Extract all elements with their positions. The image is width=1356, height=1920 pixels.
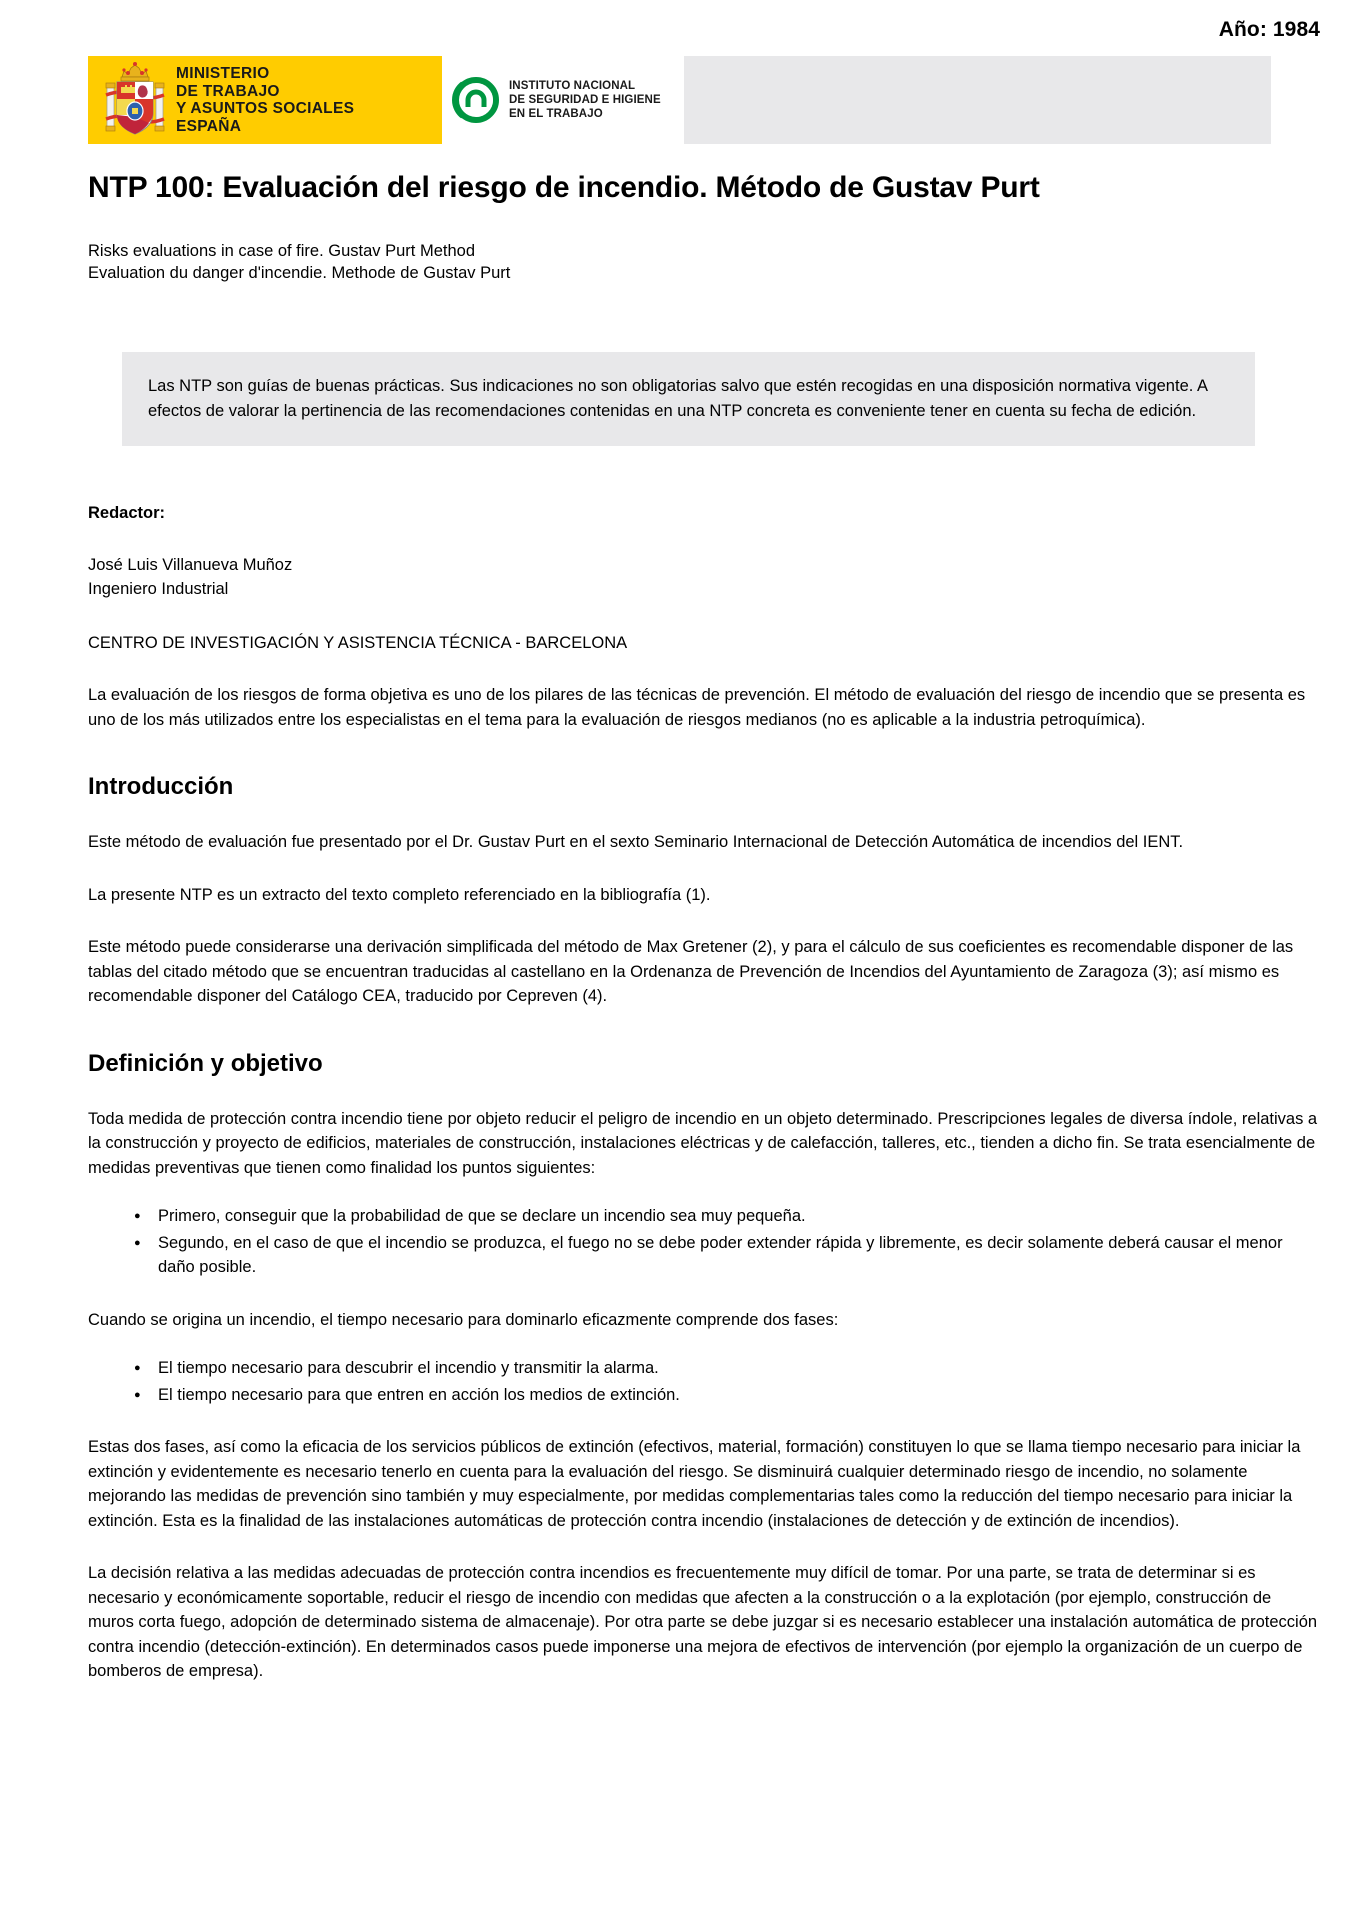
research-center: CENTRO DE INVESTIGACIÓN Y ASISTENCIA TÉCNICA - BARCELONA (88, 634, 628, 652)
section-heading-introduccion: Introducción (88, 773, 234, 800)
institute-logo-text (509, 79, 661, 121)
definicion-bullet-list-2 (88, 1356, 1320, 1407)
list-item: ● El tiempo necesario para descubrir el incendio y transmitir la alarma. (158, 1356, 1320, 1381)
abstract-paragraph: La evaluación de los riesgos de forma objetiva es uno de los pilares de las técnicas de prevención. El método de evaluación del riesgo de incendio que se presenta es uno de los más utilizados entre los especialistas en el tema para la evaluación de riesgos medianos (no es aplicable a la industria petroquímica). (88, 686, 1306, 729)
ministry-line-2: DE TRABAJO (176, 82, 280, 100)
section-heading-definicion: Definición y objetivo (88, 1049, 323, 1077)
definicion-paragraph-3: Estas dos fases, así como la eficacia de los servicios públicos de extinción (efectivos, material, formación) constituyen lo que se llama tiempo necesario para iniciar la extinción y evidentemente es necesario tenerlo en cuenta para la evaluación del riesgo. Se disminuirá cualquier determinado riesgo de incendio, no solamente mejorando las medidas de prevención sino también y muy especialmente, por medidas complementarias tales como la reducción del tiempo necesario para iniciar la extinción. Esta es la finalidad de las instalaciones automáticas de protección contra incendio (instalaciones de detección y de extinción de incendios). (88, 1438, 1301, 1530)
institute-line-2: DE SEGURIDAD E HIGIENE (509, 94, 661, 106)
introduccion-paragraph-3: Este método puede considerarse una derivación simplificada del método de Max Gretener (2), y para el cálculo de sus coeficientes es recomendable disponer de las tablas del citado método que se encuentran traducidas al castellano en la Ordenanza de Prevención de Incendios del Ayuntamiento de Zaragoza (3); así mismo es recomendable disponer del Catálogo CEA, traducido por Cepreven (4). (88, 938, 1294, 1005)
subtitle-block (88, 240, 1320, 284)
ministry-logo (88, 56, 442, 144)
ministry-line-1: MINISTERIO (176, 65, 270, 82)
disclaimer-box: Las NTP son guías de buenas prácticas. Sus indicaciones no son obligatorias salvo que estén recogidas en una disposición normativa vigente. A efectos de valorar la pertinencia de las recomendaciones contenidas en una NTP concreta es conveniente tener en cuenta su fecha de edición. (122, 352, 1255, 446)
ministry-line-4: ESPAÑA (176, 117, 242, 135)
definicion-paragraph-2: Cuando se origina un incendio, el tiempo necesario para dominarlo eficazmente comprende dos fases: (88, 1310, 839, 1329)
definicion-paragraph-1: Toda medida de protección contra incendio tiene por objeto reducir el peligro de incendio en un objeto determinado. Prescripciones legales de diversa índole, relativas a la construcción y proyecto de edificios, materiales de construcción, instalaciones eléctricas y de calefacción, talleres, etc., tienden a dicho fin. Se trata esencialmente de medidas preventivas que tienen como finalidad los puntos siguientes: (88, 1109, 1318, 1177)
definicion-paragraph-4: La decisión relativa a las medidas adecuadas de protección contra incendios es frecuentemente muy difícil de tomar. Por una parte, se trata de determinar si es necesario y económicamente soportable, reducir el riesgo de incendio con medidas que afecten a la construcción o a la explotación (por ejemplo, construcción de muros corta fuego, adopción de determinado sistema de almacenaje). Por otra parte se debe juzgar si es necesario establecer una instalación automática de protección contra incendio (detección-extinción). En determinados casos puede imponerse una mejora de efectivos de intervención (por ejemplo la organización de un cuerpo de bomberos de empresa). (88, 1564, 1318, 1680)
author-name: José Luis Villanueva Muñoz (88, 556, 293, 574)
author-title: Ingeniero Industrial (88, 580, 229, 598)
introduccion-paragraph-1: Este método de evaluación fue presentado por el Dr. Gustav Purt en el sexto Seminario Internacional de Detección Automática de incendios del IENT. (88, 833, 1184, 851)
institute-logo (442, 56, 684, 144)
institute-line-1: INSTITUTO NACIONAL (509, 80, 636, 92)
subtitle-french: Evaluation du danger d'incendie. Methode de Gustav Purt (88, 264, 511, 282)
redactor-label: Redactor: (88, 504, 166, 522)
list-item: ● El tiempo necesario para que entren en acción los medios de extinción. (158, 1383, 1320, 1408)
definicion-bullet-list-1 (88, 1204, 1320, 1280)
ministry-logo-text (176, 65, 354, 135)
page-title: NTP 100: Evaluación del riesgo de incendio. Método de Gustav Purt (88, 171, 1040, 204)
subtitle-english: Risks evaluations in case of fire. Gustav Purt Method (88, 242, 476, 260)
spanish-coat-of-arms-icon (102, 61, 168, 139)
list-item: ● Segundo, en el caso de que el incendio se produzca, el fuego no se debe poder extender rápida y libremente, es decir solamente deberá causar el menor daño posible. (158, 1231, 1320, 1280)
document-content (0, 170, 1356, 1684)
institute-line-3: EN EL TRABAJO (509, 108, 603, 120)
ministry-line-3: Y ASUNTOS SOCIALES (176, 100, 355, 117)
year-label: Año: 1984 (1218, 18, 1320, 41)
introduccion-paragraph-2: La presente NTP es un extracto del texto completo referenciado en la bibliografía (1). (88, 885, 711, 904)
header-band-filler (684, 56, 1271, 144)
header-logo-band (88, 56, 1271, 144)
list-item: ● Primero, conseguir que la probabilidad de que se declare un incendio sea muy pequeña. (158, 1204, 1320, 1229)
insht-emblem-icon (452, 76, 500, 124)
author-block (88, 553, 1320, 601)
